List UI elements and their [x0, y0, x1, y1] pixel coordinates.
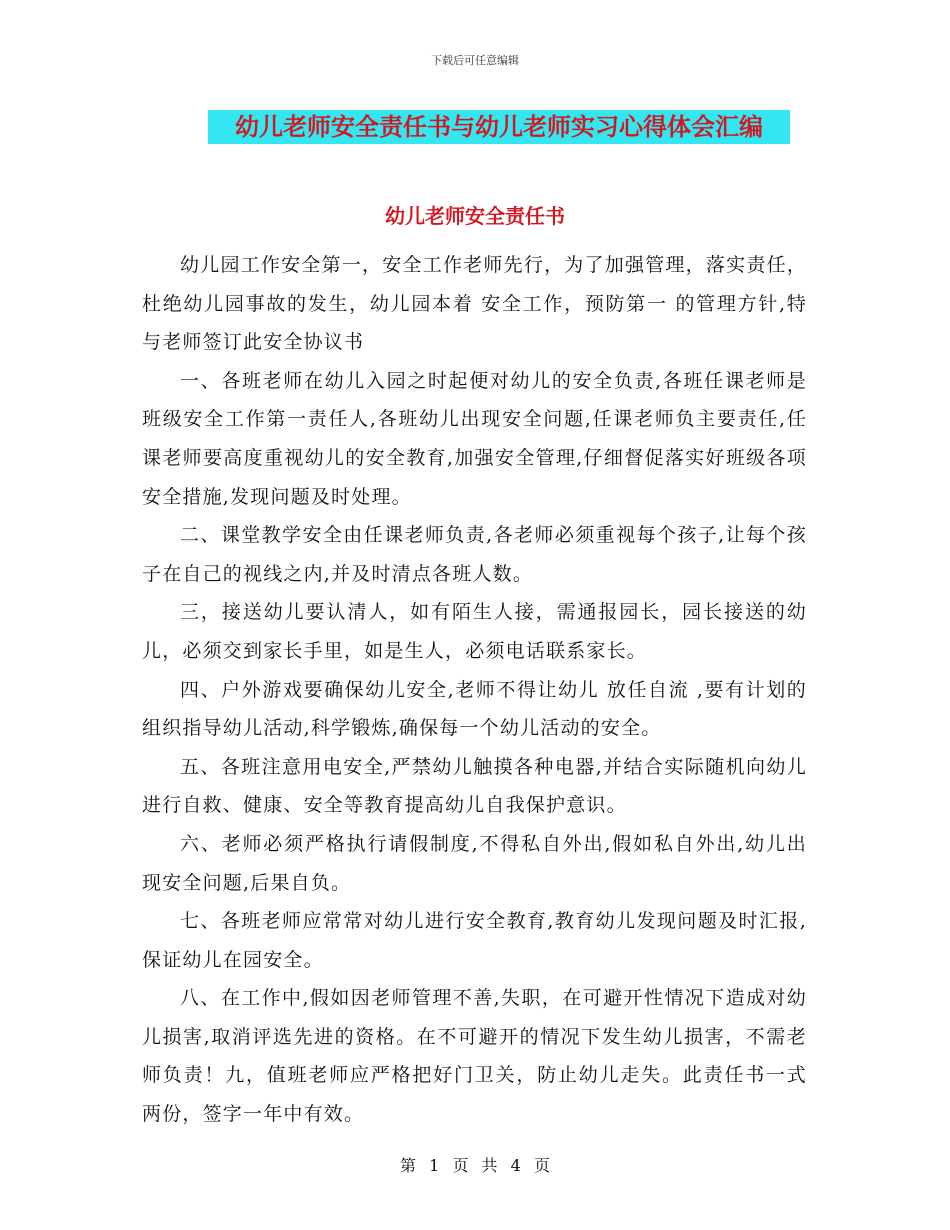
paragraph: 幼儿园工作安全第一，安全工作老师先行，为了加强管理，落实责任，杜绝幼儿园事故的发生，幼儿园本着 安全工作，预防第一 的管理方针,特与老师签订此安全协议书 [142, 254, 807, 354]
paragraph: 一、各班老师在幼儿入园之时起便对幼儿的安全负责,各班任课老师是班级安全工作第一责任人,各班幼儿出现安全问题,任课老师负主要责任,任课老师要高度重视幼儿的安全教育,加强安全管理,仔细督促落实好班级各项安全措施,发现问题及时处理。 [142, 369, 807, 508]
page-footer [0, 1153, 950, 1176]
paragraph: 六、老师必须严格执行请假制度,不得私自外出,假如私自外出,幼儿出现安全问题,后果自负。 [142, 832, 807, 894]
main-title: 幼儿老师安全责任书与幼儿老师实习心得体会汇编 [235, 113, 763, 141]
main-title-highlight [208, 110, 790, 144]
total-pages: 4 [510, 1156, 521, 1175]
paragraph: 五、各班注意用电安全,严禁幼儿触摸各种电器,并结合实际随机向幼儿进行自救、健康、安全等教育提高幼儿自我保护意识。 [142, 755, 807, 817]
footer-di: 第 [400, 1156, 417, 1175]
header-note: 下载后可任意编辑 [431, 54, 519, 67]
paragraph: 二、课堂教学安全由任课老师负责,各老师必须重视每个孩子,让每个孩子在自己的视线之内,并及时清点各班人数。 [142, 524, 807, 585]
paragraph: 三，接送幼儿要认清人，如有陌生人接，需通报园长，园长接送的幼儿，必须交到家长手里，如是生人，必须电话联系家长。 [142, 601, 807, 662]
section-title: 幼儿老师安全责任书 [385, 204, 565, 228]
footer-ye: 页 [533, 1156, 550, 1175]
paragraph: 四、户外游戏要确保幼儿安全,老师不得让幼儿 放任自流 ,要有计划的组织指导幼儿活动,科学锻炼,确保每一个幼儿活动的安全。 [142, 678, 807, 740]
page-number: 1 [429, 1156, 440, 1175]
document-body [142, 246, 807, 1134]
paragraph: 七、各班老师应常常对幼儿进行安全教育,教育幼儿发现问题及时汇报,保证幼儿在园安全。 [142, 910, 807, 971]
footer-ye: 页 [452, 1156, 469, 1175]
paragraph: 八、在工作中,假如因老师管理不善,失职，在可避开性情况下造成对幼儿损害,取消评选先进的资格。在不可避开的情况下发生幼儿损害，不需老师负责！九，值班老师应严格把好门卫关，防止幼儿走失。此责任书一式两份，签字一年中有效。 [142, 987, 807, 1126]
footer-gong: 共 [481, 1156, 498, 1175]
